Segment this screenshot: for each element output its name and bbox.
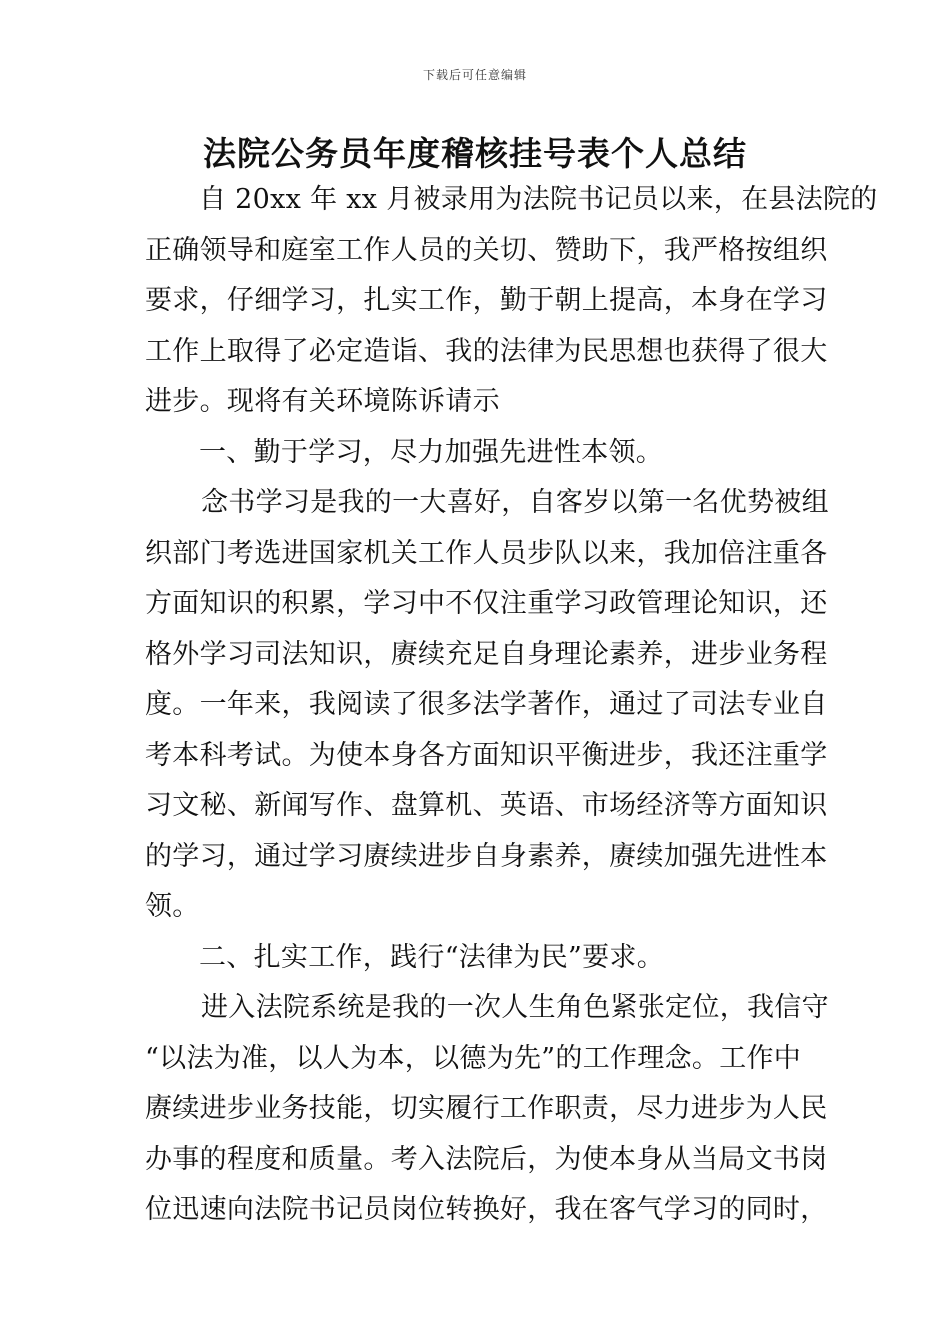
document-title: 法院公务员年度稽核挂号表个人总结 (203, 134, 747, 173)
body-line: 赓续进步业务技能，切实履行工作职责，尽力进步为人民 (145, 1093, 828, 1124)
body-line: 领。 (145, 891, 200, 922)
body-line: 方面知识的积累，学习中不仅注重学习政管理论知识，还 (145, 588, 828, 619)
body-line: 考本科考试。为使本身各方面知识平衡进步，我还注重学 (145, 739, 828, 771)
body-line: 习文秘、新闻写作、盘算机、英语、市场经济等方面知识 (145, 790, 828, 821)
section-heading-2: 二、扎实工作，践行“法律为民”要求。 (199, 941, 665, 973)
body-line: 正确领导和庭室工作人员的关切、赞助下，我严格按组织 (145, 234, 828, 266)
body-line: 度。一年来，我阅读了很多法学著作，通过了司法专业自 (145, 689, 828, 720)
body-line: 位迅速向法院书记员岗位转换好，我在客气学习的同时， (145, 1194, 828, 1225)
header-note: 下载后可任意编辑 (422, 68, 527, 82)
body-line: 进步。现将有关环境陈诉请示 (145, 386, 500, 417)
body-line: 念书学习是我的一大喜好，自客岁以第一名优势被组 (201, 487, 829, 518)
body-line: “以法为准，以人为本，以德为先”的工作理念。工作中 (145, 1042, 802, 1074)
body-line: 办事的程度和质量。考入法院后，为使本身从当局文书岗 (145, 1143, 828, 1175)
body-line: 自 20xx 年 xx 月被录用为法院书记员以来，在县法院的 (199, 184, 878, 215)
body-line: 织部门考选进国家机关工作人员步队以来，我加倍注重各 (145, 537, 828, 569)
section-heading-1: 一、勤于学习，尽力加强先进性本领。 (199, 436, 664, 468)
body-line: 的学习，通过学习赓续进步自身素养，赓续加强先进性本 (145, 840, 828, 872)
body-line: 要求，仔细学习，扎实工作，勤于朝上提高，本身在学习 (145, 285, 828, 316)
body-line: 进入法院系统是我的一次人生角色紧张定位，我信守 (201, 992, 829, 1023)
body-line: 工作上取得了必定造诣、我的法律为民思想也获得了很大 (145, 335, 828, 367)
body-line: 格外学习司法知识，赓续充足自身理论素养，进步业务程 (145, 638, 828, 670)
document-body (145, 175, 878, 1236)
